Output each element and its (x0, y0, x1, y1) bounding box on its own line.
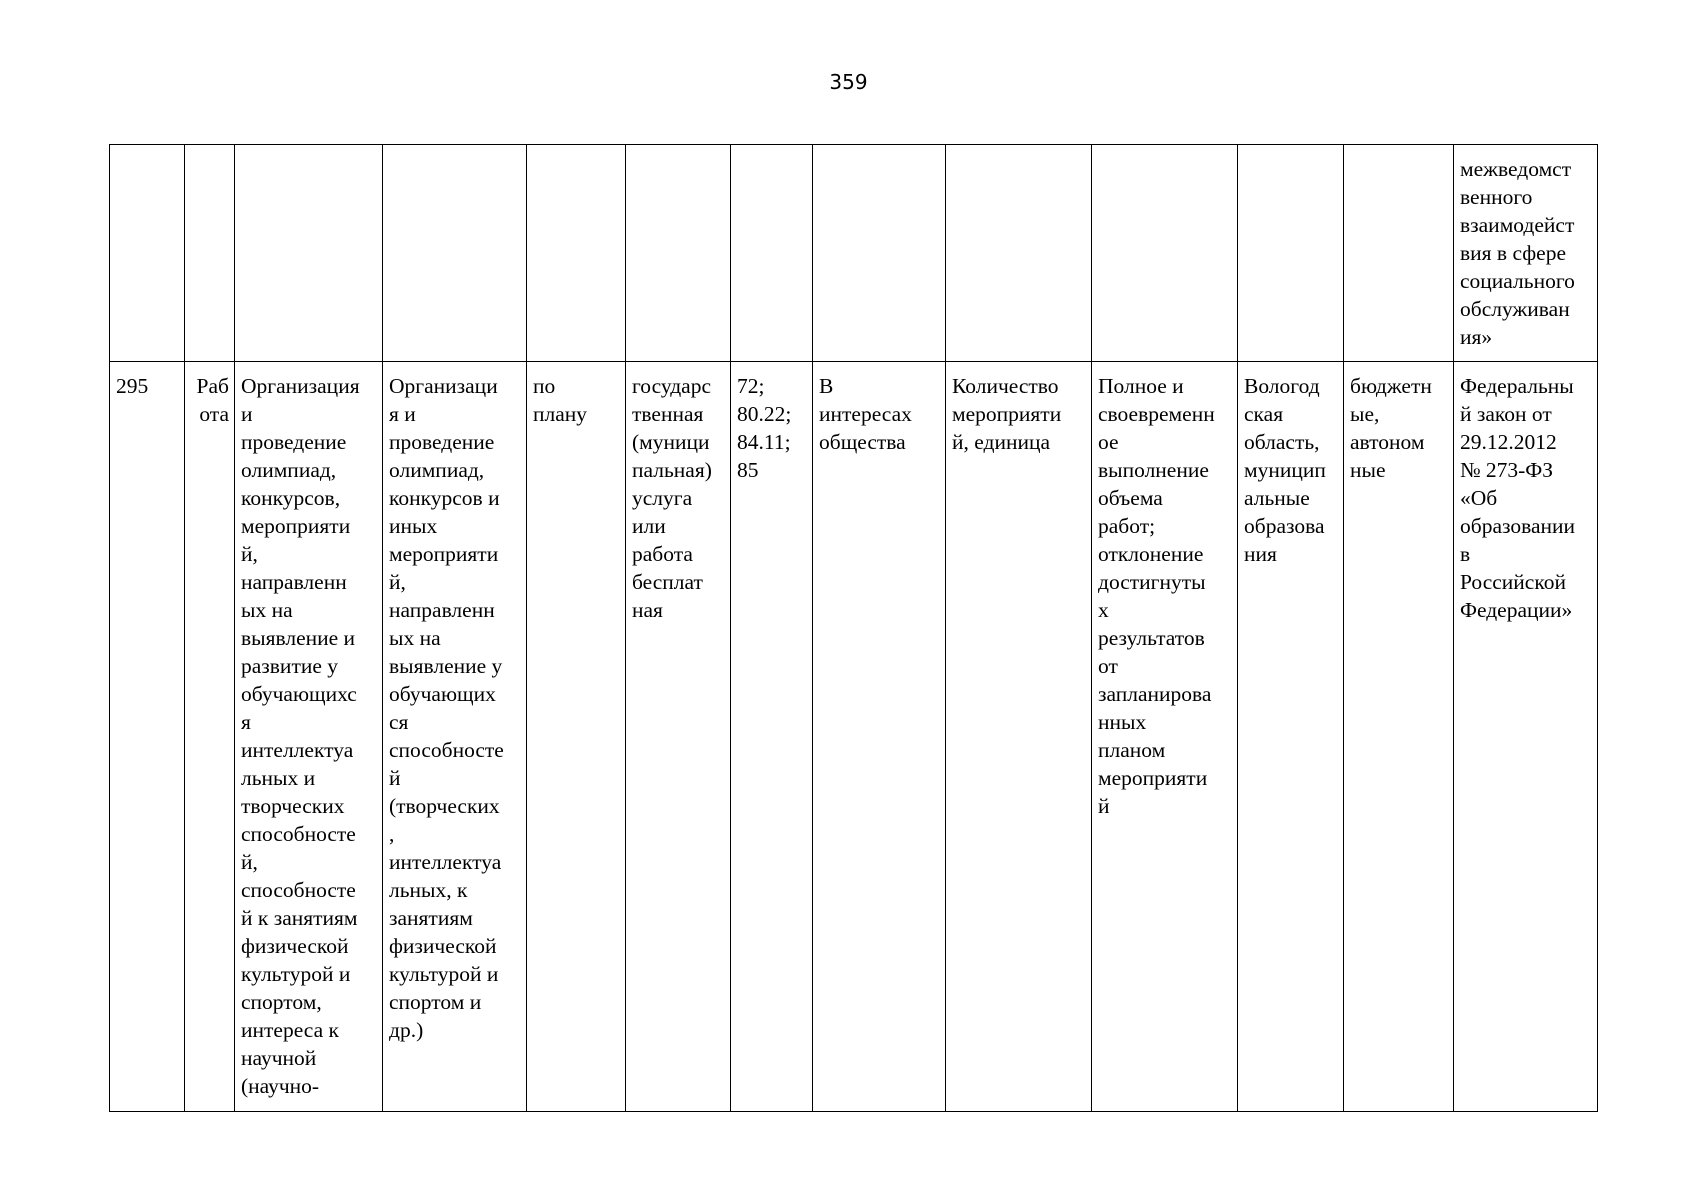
cell-content (383, 145, 527, 362)
cell-name: Организация и проведение олимпиад, конкурсов, мероприяти й, направленн ых на выявление и развитие у обучающихс я интеллектуа льных и творческих способносте й, способносте й к занятиям физической культурой и спортом, интереса к научной (научно- (235, 362, 383, 1112)
cell-volume-indicator (946, 145, 1092, 362)
cell-volume-indicator: Количество мероприяти й, единица (946, 362, 1092, 1112)
cell-number (110, 145, 185, 362)
cell-payment: государс твенная (муници пальная) услуга или работа бесплат ная (626, 362, 731, 1112)
cell-founder: Вологод ская область, муницип альные образова ния (1238, 362, 1344, 1112)
cell-name (235, 145, 383, 362)
cell-consumers: В интересах общества (813, 362, 946, 1112)
cell-consumers (813, 145, 946, 362)
registry-table (109, 144, 1598, 1112)
cell-legal-basis: Федеральны й закон от 29.12.2012 № 273-ФЗ «Об образовании в Российской Федерации» (1454, 362, 1598, 1112)
cell-content: Организаци я и проведение олимпиад, конкурсов и иных мероприяти й, направленн ых на выявление у обучающих ся способносте й (творческих , интеллектуа льных, к занятиям физической культурой и спортом и др.) (383, 362, 527, 1112)
cell-institution-type: бюджетн ые, автоном ные (1344, 362, 1454, 1112)
cell-payment (626, 145, 731, 362)
cell-type (185, 145, 235, 362)
cell-number: 295 (110, 362, 185, 1112)
cell-quality-indicator: Полное и своевременн ое выполнение объема работ; отклонение достигнуты х результатов от запланирова нных планом мероприяти й (1092, 362, 1238, 1112)
cell-institution-type (1344, 145, 1454, 362)
cell-okved (731, 145, 813, 362)
cell-conditions (527, 145, 626, 362)
cell-legal-basis: межведомст венного взаимодейст вия в сфере социального обслуживан ия» (1454, 145, 1598, 362)
cell-type: Раб ота (185, 362, 235, 1112)
table-row-continued (110, 145, 1598, 362)
table-row (110, 362, 1598, 1112)
cell-quality-indicator (1092, 145, 1238, 362)
cell-okved: 72; 80.22; 84.11; 85 (731, 362, 813, 1112)
page-number: 359 (829, 70, 868, 94)
cell-conditions: по плану (527, 362, 626, 1112)
cell-founder (1238, 145, 1344, 362)
